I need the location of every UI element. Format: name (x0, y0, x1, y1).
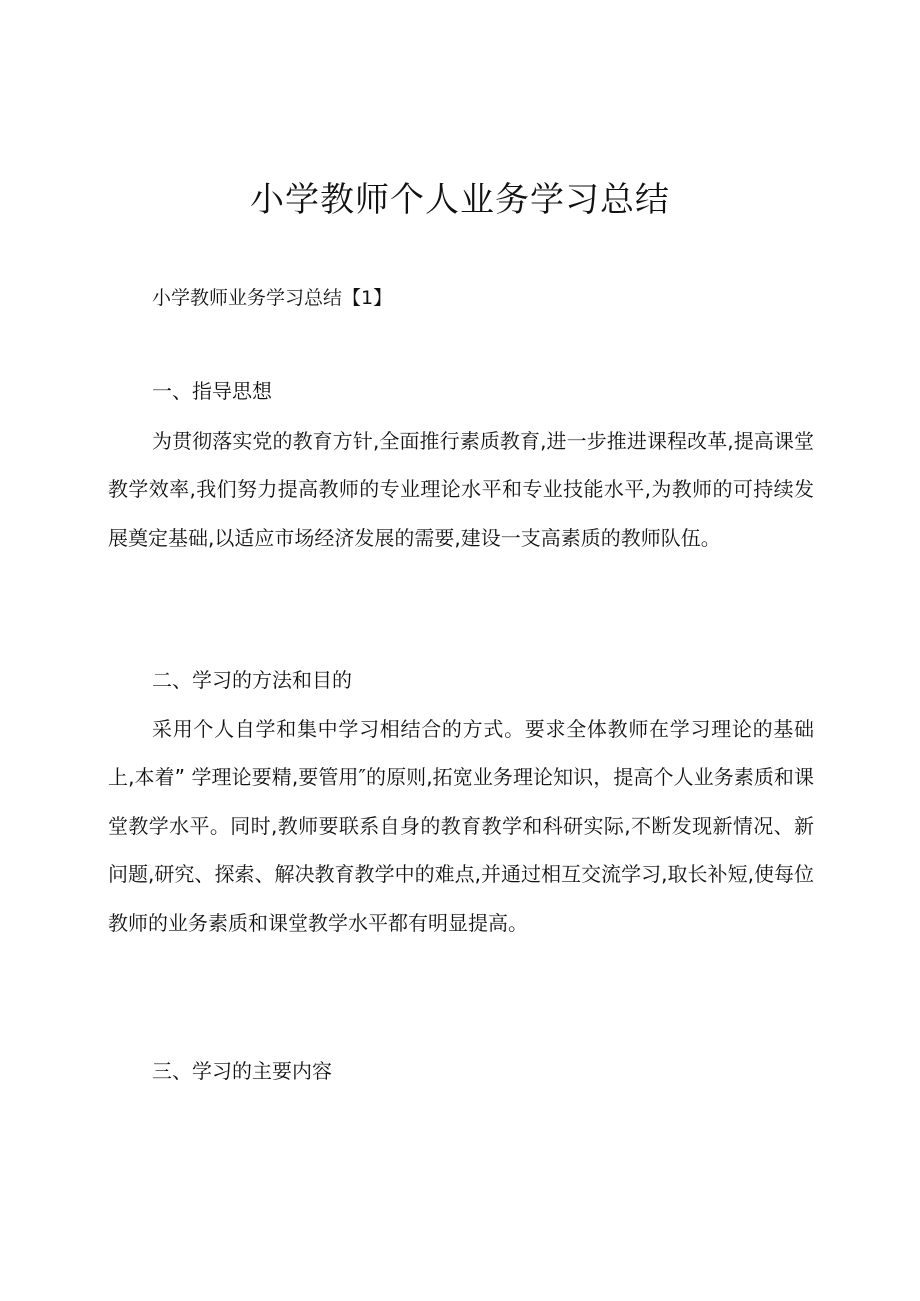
document-title: 小学教师个人业务学习总结 (250, 180, 670, 220)
section-heading-methods-and-goals: 二、学习的方法和目的 (152, 668, 352, 692)
section-heading-main-content: 三、学习的主要内容 (152, 1059, 332, 1083)
section-body-methods-and-goals: 采用个人自学和集中学习相结合的方式。要求全体教师在学习理论的基础上,本着” 学理论要精,要管用″的原则,拓宽业务理论知识，提高个人业务素质和课堂教学水平。同时,教师要联系自身的教育教学和科研实际,不断发现新情况、新问题,研究、探索、解决教育教学中的难点,并通过相互交流学习,取长补短,使每位教师的业务素质和课堂教学水平都有明显提高。 (108, 717, 814, 935)
section-body-guiding-ideology: 为贯彻落实党的教育方针,全面推行素质教育,进一步推进课程改革,提高课堂教学效率,我们努力提高教师的专业理论水平和专业技能水平,为教师的可持续发展奠定基础,以适应市场经济发展的需要,建设一支高素质的教师队伍。 (108, 429, 814, 550)
document-subtitle: 小学教师业务学习总结【1】 (152, 287, 393, 309)
section-heading-guiding-ideology: 一、指导思想 (152, 379, 272, 403)
